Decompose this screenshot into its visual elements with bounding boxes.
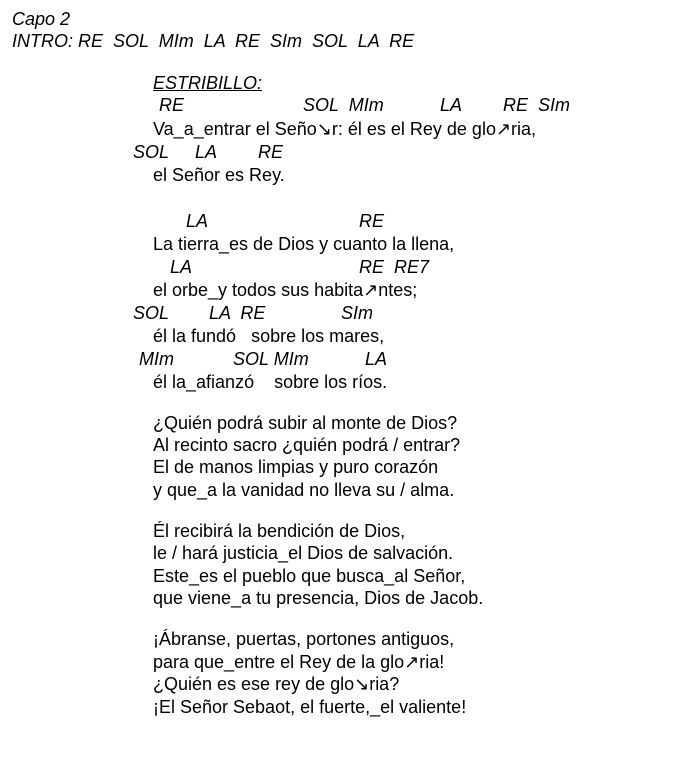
chord-line: RE RE7 <box>359 257 430 277</box>
lyric-line: el Señor es Rey. <box>153 165 285 185</box>
lyric-line: él la_afianzó sobre los ríos. <box>153 372 388 392</box>
chord-line: LA <box>186 211 209 231</box>
chord-line: RE <box>159 95 185 115</box>
lyric-line: ¡Ábranse, puertas, portones antiguos, <box>153 629 455 649</box>
lyric-line: y que_a la vanidad no lleva su / alma. <box>153 480 455 500</box>
chord-line: SOL MIm <box>303 95 384 115</box>
lyric-line: La tierra_es de Dios y cuanto la llena, <box>153 234 455 254</box>
lyric-line: le / hará justicia_el Dios de salvación. <box>153 543 454 563</box>
chord-line: RE SIm <box>503 95 571 115</box>
chord-line: SOL <box>133 303 170 323</box>
lyric-line: el orbe_y todos sus habita↗ntes; <box>153 280 418 300</box>
lyric-line: ¡El Señor Sebaot, el fuerte,_el valiente! <box>153 697 467 717</box>
lyric-line: El de manos limpias y puro corazón <box>153 457 439 477</box>
chord-line: LA <box>365 349 388 369</box>
lyric-line: para que_entre el Rey de la glo↗ria! <box>153 652 445 672</box>
chord-line: RE <box>359 211 385 231</box>
lyric-line: ¿Quién es ese rey de glo↘ria? <box>153 674 400 694</box>
chord-line: LA RE <box>209 303 266 323</box>
chord-line: SOL <box>133 142 170 162</box>
lyric-line: ¿Quién podrá subir al monte de Dios? <box>153 413 458 433</box>
lyric-line: Al recinto sacro ¿quién podrá / entrar? <box>153 435 461 455</box>
estribillo-heading: ESTRIBILLO: <box>153 73 263 93</box>
chord-line: RE <box>258 142 284 162</box>
chord-line: LA <box>170 257 193 277</box>
capo-label: Capo 2 <box>12 9 71 29</box>
chord-line: SIm <box>341 303 374 323</box>
chord-line: SOL MIm <box>233 349 309 369</box>
lyric-line: que viene_a tu presencia, Dios de Jacob. <box>153 588 484 608</box>
chord-line: LA <box>195 142 218 162</box>
lyric-line: Va_a_entrar el Seño↘r: él es el Rey de glo↗ria, <box>153 119 537 139</box>
chord-line: LA <box>440 95 463 115</box>
lyric-line: Él recibirá la bendición de Dios, <box>153 521 406 541</box>
chord-line: MIm <box>139 349 174 369</box>
lyric-line: él la fundó sobre los mares, <box>153 326 385 346</box>
intro-chords: INTRO: RE SOL MIm LA RE SIm SOL LA RE <box>12 31 415 51</box>
lyric-line: Este_es el pueblo que busca_al Señor, <box>153 566 466 586</box>
